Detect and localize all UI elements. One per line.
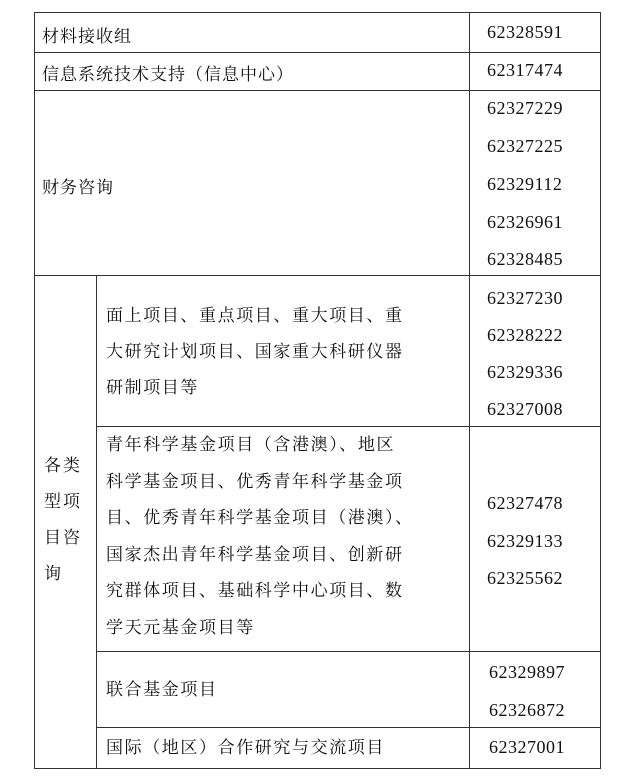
group-label-line: 型项 — [44, 492, 82, 512]
row-label: 材料接收组 — [42, 27, 132, 47]
project-description — [106, 672, 466, 708]
column-divider — [96, 275, 97, 769]
row-divider — [96, 651, 601, 652]
phone-number: 62325562 — [487, 568, 563, 588]
phone-number: 62327478 — [487, 493, 563, 513]
description-line: 目、优秀青年科学基金项目（港澳）、 — [106, 508, 414, 528]
description-line: 联合基金项目 — [106, 680, 218, 700]
phone-number: 62329897 — [489, 662, 565, 682]
phone-number: 62329336 — [487, 362, 563, 382]
phone-number: 62329133 — [487, 531, 563, 551]
phone-number: 62328485 — [487, 249, 563, 269]
group-label — [44, 448, 84, 592]
phone-number: 62326872 — [489, 700, 565, 720]
description-line: 究群体项目、基础科学中心项目、数 — [106, 581, 404, 601]
row-divider — [96, 727, 601, 728]
description-line: 学天元基金项目等 — [106, 617, 255, 638]
row-divider — [34, 275, 601, 276]
description-line: 科学基金项目、优秀青年科学基金项 — [106, 471, 404, 492]
description-line: 国家杰出青年科学基金项目、创新研 — [106, 544, 404, 565]
phone-number: 62326961 — [487, 212, 563, 232]
phone-number: 62328222 — [487, 325, 563, 345]
phone-number: 62317474 — [487, 60, 563, 80]
description-line: 国际（地区）合作研究与交流项目 — [106, 738, 385, 758]
project-description — [106, 730, 466, 766]
phone-number: 62327229 — [487, 98, 563, 118]
row-label: 财务咨询 — [42, 178, 114, 198]
phone-number: 62327008 — [487, 399, 563, 419]
project-description — [106, 427, 466, 646]
description-line: 研制项目等 — [106, 378, 199, 398]
description-line: 大研究计划项目、国家重大科研仪器 — [106, 342, 404, 362]
column-divider — [469, 12, 470, 769]
phone-number: 62329112 — [487, 174, 563, 194]
phone-number: 62327230 — [487, 288, 563, 308]
description-line: 面上项目、重点项目、重大项目、重 — [106, 306, 404, 326]
description-line: 青年科学基金项目（含港澳）、地区 — [106, 435, 396, 455]
group-label-line: 目咨 — [44, 528, 82, 548]
phone-number: 62328591 — [487, 22, 563, 42]
row-label: 信息系统技术支持（信息中心） — [42, 65, 294, 85]
group-label-line: 询 — [44, 564, 63, 584]
phone-number: 62327001 — [489, 737, 565, 757]
row-divider — [34, 52, 601, 53]
project-description — [106, 298, 466, 406]
row-divider — [34, 90, 601, 91]
group-label-line: 各类 — [44, 456, 82, 476]
phone-number: 62327225 — [487, 136, 563, 156]
